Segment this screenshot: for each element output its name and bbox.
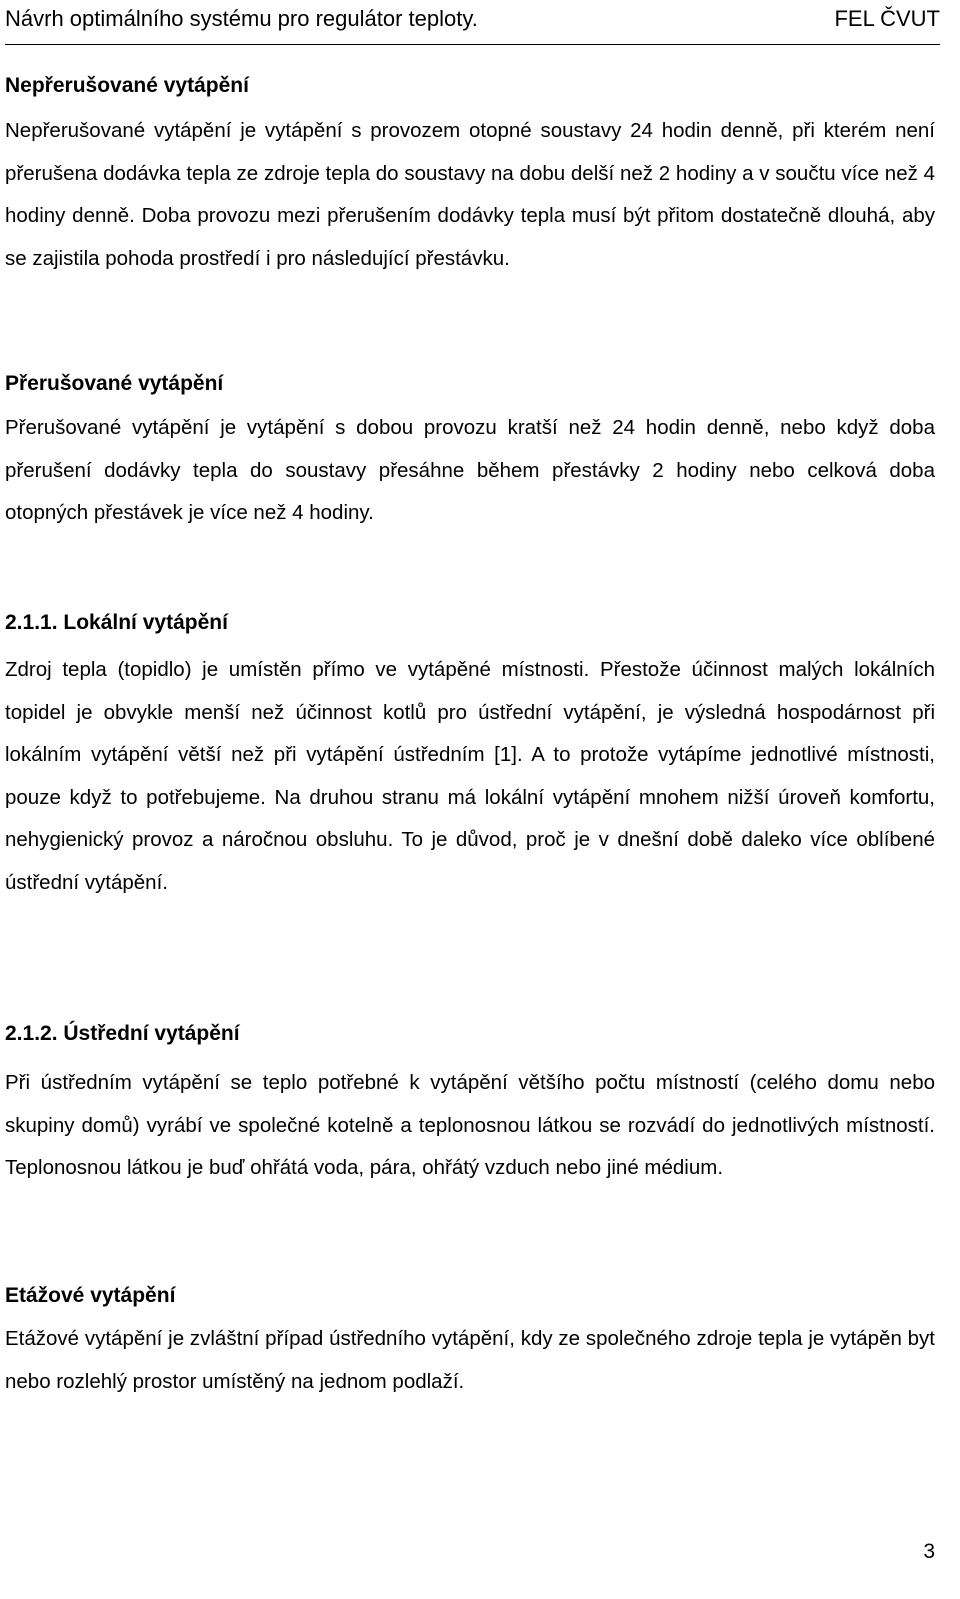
heading-floor-heating: Etážové vytápění bbox=[5, 1284, 176, 1307]
page-number: 3 bbox=[923, 1540, 935, 1563]
header-title: Návrh optimálního systému pro regulátor teploty. bbox=[5, 6, 478, 31]
header-institution: FEL ČVUT bbox=[834, 6, 940, 31]
paragraph-floor-heating: Etážové vytápění je zvláštní případ ústředního vytápění, kdy ze společného zdroje tepla je vytápěn byt nebo rozlehlý prostor umístěný na jednom podlaží. bbox=[5, 1327, 935, 1393]
paragraph-continuous-heating: Nepřerušované vytápění je vytápění s provozem otopné soustavy 24 hodin denně, při kterém není přerušena dodávka tepla ze zdroje tepla do soustavy na dobu delší než 2 hodiny a v součtu více než 4 hodiny denně. Doba provozu mezi přerušením dodávky tepla musí být přitom dostatečně dlouhá, aby se zajistila pohoda prostředí i pro následující přestávku. bbox=[5, 119, 935, 270]
heading-local-heating: 2.1.1. Lokální vytápění bbox=[5, 611, 228, 634]
paragraph-central-heating: Při ústředním vytápění se teplo potřebné k vytápění většího počtu místností (celého domu nebo skupiny domů) vyrábí ve společné kotelně a teplonosnou látkou se rozvádí do jednotlivých místností. Teplonosnou látkou je buď ohřátá voda, pára, ohřátý vzduch nebo jiné médium. bbox=[5, 1071, 935, 1179]
heading-intermittent-heating: Přerušované vytápění bbox=[5, 372, 224, 395]
paragraph-intermittent-heating: Přerušované vytápění je vytápění s dobou provozu kratší než 24 hodin denně, nebo když doba přerušení dodávky tepla do soustavy přesáhne během přestávky 2 hodiny nebo celková doba otopných přestávek je více než 4 hodiny. bbox=[5, 416, 935, 524]
heading-central-heating: 2.1.2. Ústřední vytápění bbox=[5, 1022, 240, 1045]
heading-continuous-heating: Nepřerušované vytápění bbox=[5, 74, 249, 97]
document-page bbox=[5, 0, 940, 1599]
paragraph-local-heating: Zdroj tepla (topidlo) je umístěn přímo ve vytápěné místnosti. Přestože účinnost malých lokálních topidel je obvykle menší než účinnost kotlů pro ústřední vytápění, je výsledná hospodárnost při lokálním vytápění větší než při vytápění ústředním [1]. A to protože vytápíme jednotlivé místnosti, pouze když to potřebujeme. Na druhou stranu má lokální vytápění mnohem nižší úroveň komfortu, nehygienický provoz a náročnou obsluhu. To je důvod, proč je v dnešní době daleko více oblíbené ústřední vytápění. bbox=[5, 658, 935, 894]
running-header bbox=[5, 4, 940, 45]
